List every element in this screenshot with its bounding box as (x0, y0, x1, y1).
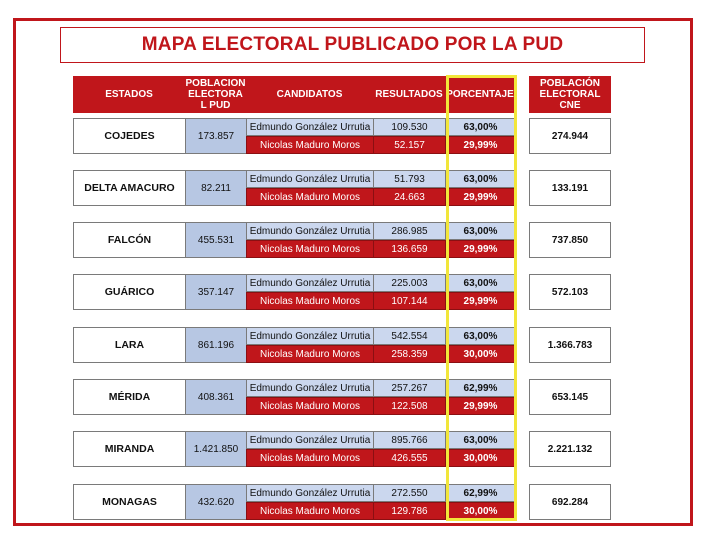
candidate-1-cell: Edmundo González Urrutia (246, 431, 374, 449)
result-1-cell: 51.793 (373, 170, 446, 188)
candidate-2-cell: Nicolas Maduro Moros (246, 188, 374, 206)
state-cell: MONAGAS (73, 484, 186, 520)
poblacion-pud-cell: 432.620 (185, 484, 247, 520)
result-2-cell: 129.786 (373, 502, 446, 520)
header-porcentaje: PORCENTAJE (445, 76, 516, 113)
candidate-2-cell: Nicolas Maduro Moros (246, 502, 374, 520)
candidate-2-cell: Nicolas Maduro Moros (246, 345, 374, 363)
poblacion-cne-cell: 737.850 (529, 222, 611, 258)
poblacion-cne-cell: 133.191 (529, 170, 611, 206)
poblacion-pud-cell: 455.531 (185, 222, 247, 258)
state-cell: FALCÓN (73, 222, 186, 258)
poblacion-cne-cell: 1.366.783 (529, 327, 611, 363)
table-row (0, 274, 710, 310)
percent-1-cell: 63,00% (445, 431, 516, 449)
percent-2-cell: 29,99% (445, 188, 516, 206)
candidate-2-cell: Nicolas Maduro Moros (246, 397, 374, 415)
candidate-1-cell: Edmundo González Urrutia (246, 170, 374, 188)
poblacion-cne-cell: 692.284 (529, 484, 611, 520)
table-row (0, 118, 710, 154)
percent-2-cell: 30,00% (445, 502, 516, 520)
result-2-cell: 24.663 (373, 188, 446, 206)
percent-2-cell: 29,99% (445, 292, 516, 310)
state-cell: DELTA AMACURO (73, 170, 186, 206)
percent-2-cell: 29,99% (445, 136, 516, 154)
result-1-cell: 225.003 (373, 274, 446, 292)
state-cell: MIRANDA (73, 431, 186, 467)
table-row (0, 431, 710, 467)
candidate-1-cell: Edmundo González Urrutia (246, 484, 374, 502)
header-resultados: RESULTADOS (373, 76, 446, 113)
poblacion-pud-cell: 173.857 (185, 118, 247, 154)
poblacion-pud-cell: 82.211 (185, 170, 247, 206)
candidate-2-cell: Nicolas Maduro Moros (246, 136, 374, 154)
result-1-cell: 542.554 (373, 327, 446, 345)
result-2-cell: 52.157 (373, 136, 446, 154)
percent-2-cell: 30,00% (445, 449, 516, 467)
percent-2-cell: 30,00% (445, 345, 516, 363)
table-row (0, 222, 710, 258)
percent-1-cell: 63,00% (445, 118, 516, 136)
candidate-2-cell: Nicolas Maduro Moros (246, 240, 374, 258)
percent-1-cell: 63,00% (445, 170, 516, 188)
candidate-1-cell: Edmundo González Urrutia (246, 274, 374, 292)
candidate-1-cell: Edmundo González Urrutia (246, 379, 374, 397)
result-1-cell: 286.985 (373, 222, 446, 240)
percent-1-cell: 62,99% (445, 379, 516, 397)
percent-1-cell: 63,00% (445, 327, 516, 345)
percent-1-cell: 62,99% (445, 484, 516, 502)
header-poblacion-cne: POBLACIÓN ELECTORAL CNE (529, 76, 611, 113)
poblacion-cne-cell: 2.221.132 (529, 431, 611, 467)
percent-2-cell: 29,99% (445, 397, 516, 415)
result-1-cell: 109.530 (373, 118, 446, 136)
poblacion-pud-cell: 861.196 (185, 327, 247, 363)
state-cell: GUÁRICO (73, 274, 186, 310)
percent-1-cell: 63,00% (445, 274, 516, 292)
poblacion-cne-cell: 572.103 (529, 274, 611, 310)
poblacion-cne-cell: 653.145 (529, 379, 611, 415)
candidate-2-cell: Nicolas Maduro Moros (246, 292, 374, 310)
percent-2-cell: 29,99% (445, 240, 516, 258)
candidate-2-cell: Nicolas Maduro Moros (246, 449, 374, 467)
result-2-cell: 426.555 (373, 449, 446, 467)
result-1-cell: 257.267 (373, 379, 446, 397)
candidate-1-cell: Edmundo González Urrutia (246, 118, 374, 136)
header-poblacion-pud: POBLACION ELECTORA L PUD (185, 78, 246, 111)
state-cell: LARA (73, 327, 186, 363)
header-candidatos: CANDIDATOS (246, 76, 374, 113)
poblacion-pud-cell: 357.147 (185, 274, 247, 310)
percent-1-cell: 63,00% (445, 222, 516, 240)
table-row (0, 327, 710, 363)
poblacion-cne-cell: 274.944 (529, 118, 611, 154)
result-2-cell: 136.659 (373, 240, 446, 258)
state-cell: COJEDES (73, 118, 186, 154)
result-2-cell: 258.359 (373, 345, 446, 363)
table-row (0, 170, 710, 206)
result-2-cell: 122.508 (373, 397, 446, 415)
result-2-cell: 107.144 (373, 292, 446, 310)
poblacion-pud-cell: 1.421.850 (185, 431, 247, 467)
table-row (0, 484, 710, 520)
poblacion-pud-cell: 408.361 (185, 379, 247, 415)
candidate-1-cell: Edmundo González Urrutia (246, 222, 374, 240)
result-1-cell: 272.550 (373, 484, 446, 502)
result-1-cell: 895.766 (373, 431, 446, 449)
candidate-1-cell: Edmundo González Urrutia (246, 327, 374, 345)
header-estados: ESTADOS (73, 76, 186, 113)
table-row (0, 379, 710, 415)
state-cell: MÉRIDA (73, 379, 186, 415)
page-title: MAPA ELECTORAL PUBLICADO POR LA PUD (60, 27, 645, 63)
